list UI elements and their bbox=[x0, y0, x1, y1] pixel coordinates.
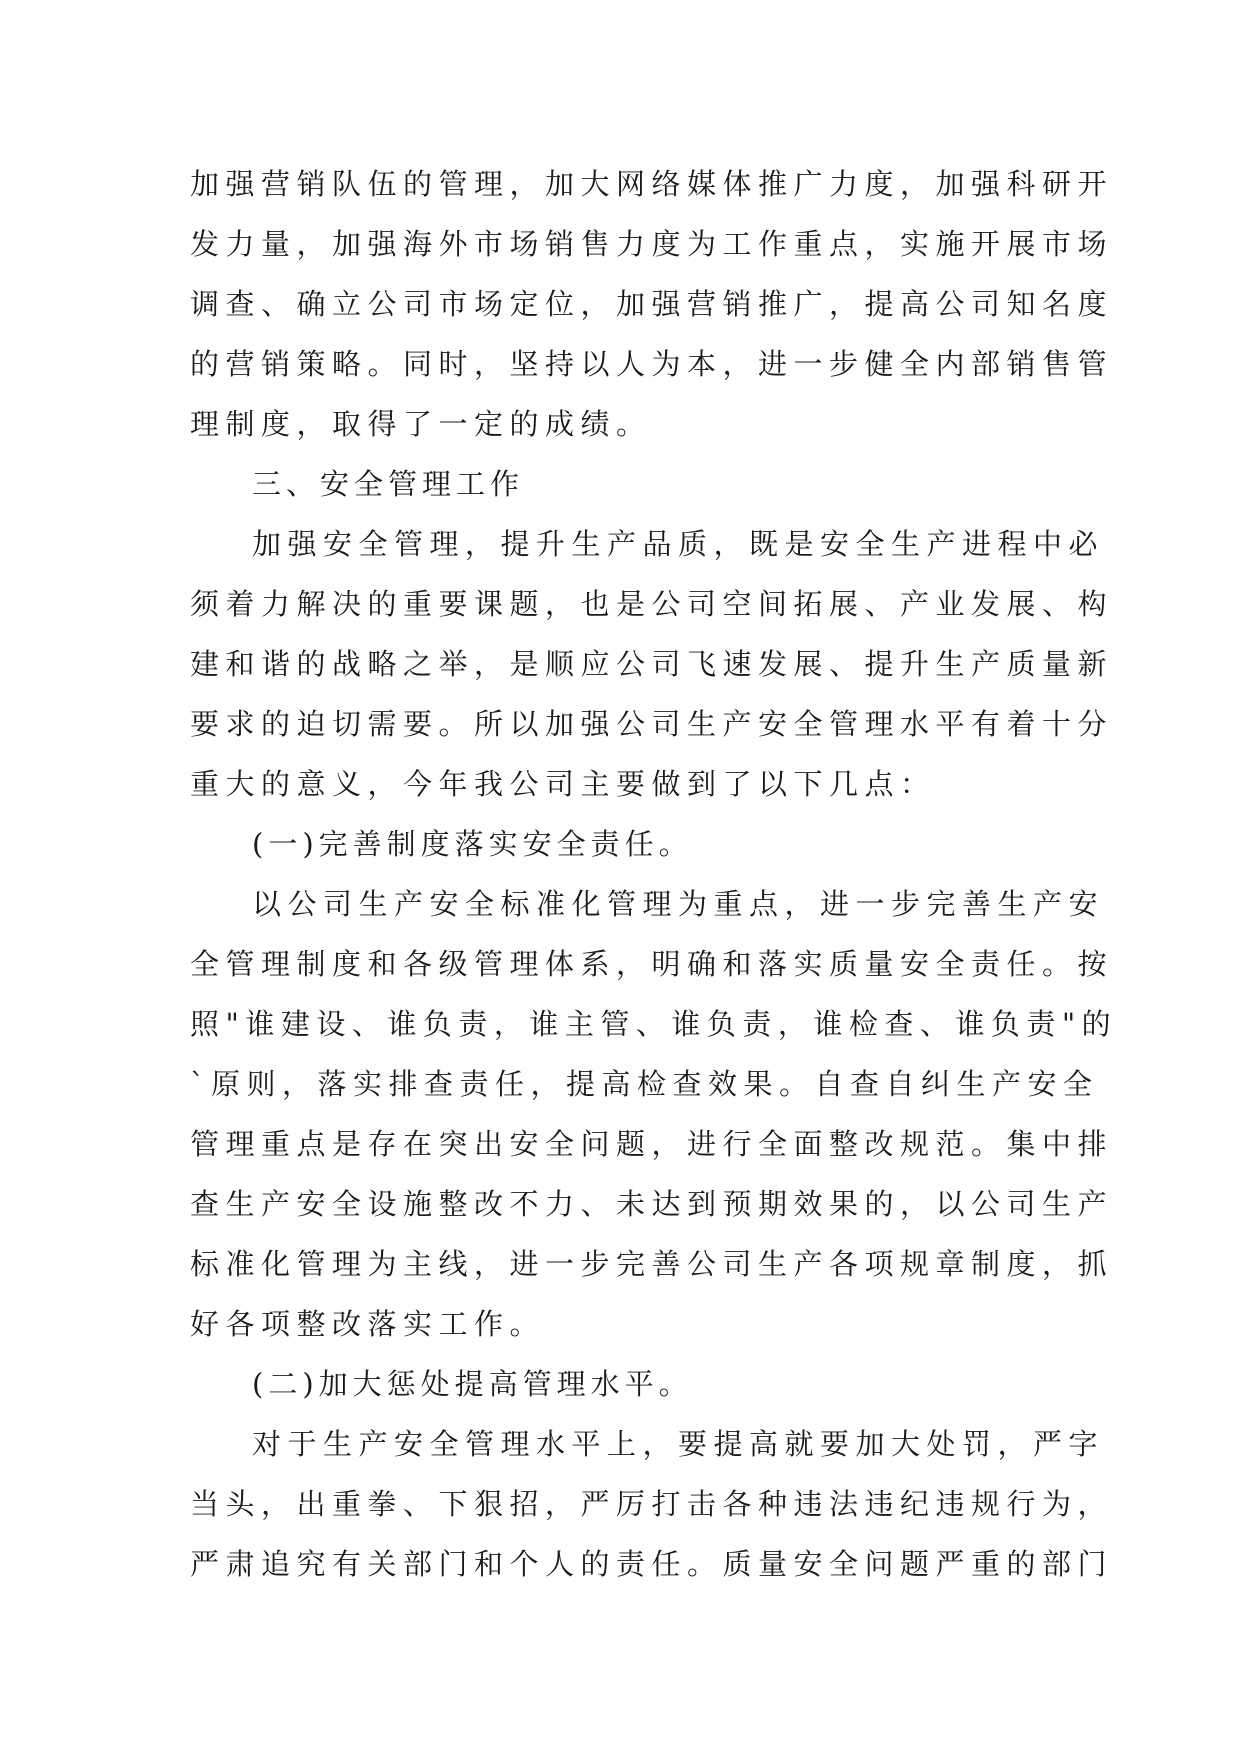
text-line: 标准化管理为主线，进一步完善公司生产各项规章制度，抓 bbox=[190, 1247, 1114, 1281]
text-line: 查生产安全设施整改不力、未达到预期效果的，以公司生产 bbox=[190, 1187, 1114, 1221]
document-body bbox=[190, 154, 1118, 1594]
text-line: 加强营销队伍的管理，加大网络媒体推广力度，加强科研开 bbox=[190, 167, 1114, 201]
text-line: 加强安全管理，提升生产品质，既是安全生产进程中必 bbox=[252, 527, 1105, 561]
text-line: 发力量，加强海外市场销售力度为工作重点，实施开展市场 bbox=[190, 227, 1114, 261]
text-line: 要求的迫切需要。所以加强公司生产安全管理水平有着十分 bbox=[190, 707, 1114, 741]
text-line: 照"谁建设、谁负责，谁主管、谁负责，谁检查、谁负责"的 bbox=[190, 1007, 1118, 1041]
text-line: 理制度，取得了一定的成绩。 bbox=[190, 407, 652, 441]
text-line: 好各项整改落实工作。 bbox=[190, 1307, 546, 1341]
text-line: 调查、确立公司市场定位，加强营销推广，提高公司知名度 bbox=[190, 287, 1114, 321]
section-heading: 三、安全管理工作 bbox=[252, 467, 525, 501]
text-line: 对于生产安全管理水平上，要提高就要加大处罚，严字 bbox=[252, 1427, 1105, 1461]
text-line: `原则，落实排查责任，提高检查效果。自查自纠生产安全 bbox=[190, 1067, 1099, 1101]
text-line: 管理重点是存在突出安全问题，进行全面整改规范。集中排 bbox=[190, 1127, 1114, 1161]
text-line: 以公司生产安全标准化管理为重点，进一步完善生产安 bbox=[252, 887, 1105, 921]
subsection-heading: (二)加大惩处提高管理水平。 bbox=[252, 1367, 693, 1401]
text-line: 建和谐的战略之举，是顺应公司飞速发展、提升生产质量新 bbox=[190, 647, 1114, 681]
text-line: 须着力解决的重要课题，也是公司空间拓展、产业发展、构 bbox=[190, 587, 1114, 621]
text-line: 当头，出重拳、下狠招，严厉打击各种违法违纪违规行为， bbox=[190, 1487, 1114, 1521]
text-line: 的营销策略。同时，坚持以人为本，进一步健全内部销售管 bbox=[190, 347, 1114, 381]
subsection-heading: (一)完善制度落实安全责任。 bbox=[252, 827, 693, 861]
text-line: 重大的意义，今年我公司主要做到了以下几点： bbox=[190, 767, 936, 801]
text-line: 全管理制度和各级管理体系，明确和落实质量安全责任。按 bbox=[190, 947, 1114, 981]
text-line: 严肃追究有关部门和个人的责任。质量安全问题严重的部门 bbox=[190, 1547, 1114, 1581]
